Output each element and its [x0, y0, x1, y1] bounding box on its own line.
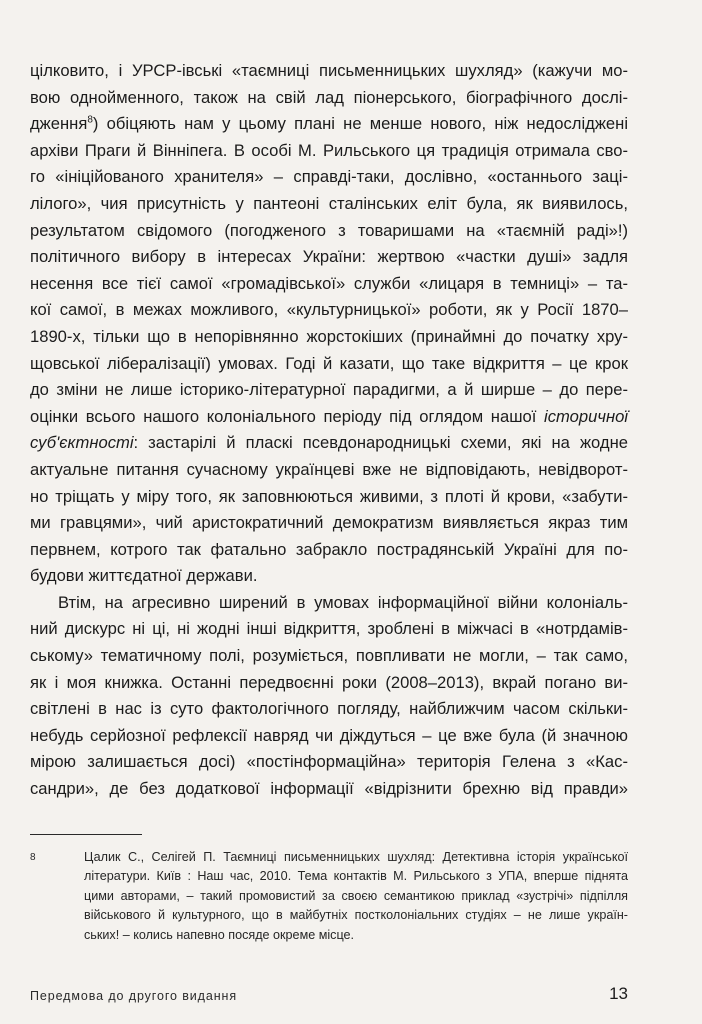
footnote-line: літератури. Київ : Наш час, 2010. Тема контактів М. Рильського з УПА, вперше піднята — [84, 869, 628, 884]
text-segment: оцінки всього нашого колоніального періоду під оглядом нашої — [30, 406, 545, 426]
text-line: щовської лібералізації) умовах. Годі й казати, що таке відкриття – це крок — [30, 353, 628, 373]
footnote-line: Цалик С., Селігей П. Таємниці письменницьких шухляд: Детективна історія української — [84, 850, 628, 864]
text-line: 1890-х, тільки що в непорівнянно жорстокіших (принаймні до початку хру- — [30, 326, 628, 346]
italic-term: історичної — [544, 406, 628, 426]
text-line: будови життєдатної держави. — [30, 566, 258, 586]
paragraph-1 — [30, 58, 628, 590]
footnote-line: цими авторами, – такий промовистий за своєю семантикою приклад «зустрічі» підпілля — [84, 888, 628, 903]
italic-term: суб'єктності — [30, 433, 134, 453]
text-line: як і моя книжка. Останні передвоєнні роки (2008–2013), вкрай погано ви- — [30, 672, 628, 692]
text-line — [30, 430, 628, 457]
page-number: 13 — [609, 984, 628, 1003]
text-line: мірою залишається досі) «постінформаційна» територія Гелена з «Кас- — [30, 752, 628, 772]
footnote-separator — [30, 834, 142, 835]
paragraph-2 — [30, 590, 628, 803]
text-line: но тріщать у міру того, як заповнюються живими, з плоті й крови, «забути- — [30, 486, 628, 506]
text-line: політичного вибору в інтересах України: жертвою «частки душі» задля — [30, 247, 628, 267]
text-line: первнем, котрого так фатально забракло пострадянській Україні для по- — [30, 539, 628, 559]
footnote — [30, 848, 628, 945]
running-head: Передмова до другого видання — [30, 989, 237, 1003]
text-line: лілого», чия присутність у пантеоні сталінських еліт була, як виявилось, — [30, 193, 628, 213]
text-line: до зміни не лише історико-літературної парадигми, а й ширше – до пере- — [30, 380, 628, 400]
text-line: небудь серйозної рефлексії навряд чи діждуться – це вже була (й значною — [30, 725, 628, 745]
text-line: цілковито, і УРСР-івські «таємниці письменницьких шухляд» (кажучи мо- — [30, 61, 628, 80]
text-line — [30, 111, 628, 138]
text-line: Втім, на агресивно ширений в умовах інформаційної війни колоніаль- — [58, 592, 628, 612]
text-line: архіви Праги й Вінніпега. В особі М. Рильського ця традиція отримала сво- — [30, 140, 628, 160]
text-line: сандри», де без додаткової інформації «відрізнити брехню від правди» — [30, 779, 628, 799]
footnote-reference[interactable]: 8 — [87, 114, 93, 126]
footnote-text — [84, 848, 628, 945]
text-line: ському» тематичному полі, розуміється, повпливати не могли, – так само, — [30, 646, 628, 666]
text-line: світлені в нас із суто фактологічного погляду, найближчим часом скільки- — [30, 699, 628, 719]
footnote-line: військового й культурного, що в майбутніх постколоніальних студіях – не лише україн- — [84, 908, 628, 923]
text-line: несення все тієї самої «громадівської» служби «лицаря в темниці» – та- — [30, 273, 628, 293]
text-line: актуальне питання сучасному українцеві вже не відповідають, невідворот- — [30, 459, 628, 479]
text-segment: : застарілі й пласкі псевдонародницькі схеми, які на жодне — [133, 433, 628, 453]
footnote-marker: 8 — [30, 852, 36, 863]
footnote-line: ських! – колись напевно посяде окреме місце. — [84, 927, 355, 942]
text-line: ми гравцями», чий аристократичний демократизм виявляється якраз тим — [30, 513, 628, 533]
text-line: ний дискурс ні ці, ні жодні інші відкриття, зроблені в міжчасі в «нотрдамів- — [30, 619, 628, 639]
text-line: кої самої, в межах можливого, «культурницької» роботи, як у Росії 1870– — [30, 300, 628, 320]
main-text — [30, 58, 628, 803]
text-segment: ) обіцяють нам у цьому плані не менше нового, ніж недосліджені — [92, 114, 628, 134]
text-segment: дження — [30, 114, 88, 134]
text-line: результатом свідомого (погодженого з товаришами на «таємній раді»!) — [30, 220, 628, 240]
text-line: го «ініційованого хранителя» – справді-таки, дослівно, «останнього заці- — [30, 167, 628, 187]
text-line — [30, 404, 628, 431]
text-line: вою однойменного, також на свій лад піонерського, біографічного дослі- — [30, 87, 628, 107]
